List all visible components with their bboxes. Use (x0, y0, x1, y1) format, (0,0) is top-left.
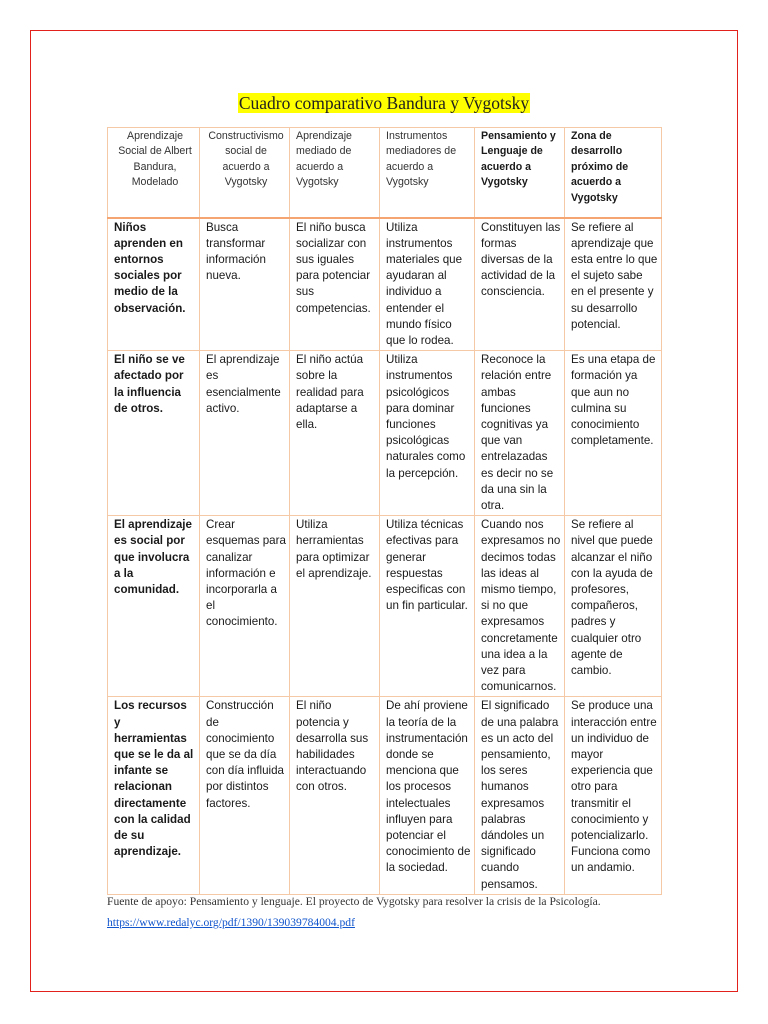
table-cell: Se refiere al aprendizaje que esta entre lo que el sujeto sabe en el presente y su desarrollo potencial. (565, 218, 662, 351)
table-cell-rowhead: El niño se ve afectado por la influencia de otros. (108, 351, 200, 516)
table-cell: Crear esquemas para canalizar información e incorporarla a el conocimiento. (200, 516, 290, 697)
table-cell: Utiliza herramientas para optimizar el aprendizaje. (290, 516, 380, 697)
table-header-row (108, 128, 662, 218)
table-cell: Se produce una interacción entre un individuo de mayor experiencia que otro para transmitir el conocimiento y potencializarlo. Funciona como un andamio. (565, 697, 662, 894)
header-aprendizaje-mediado: Aprendizaje mediado de acuerdo a Vygotsky (290, 128, 380, 218)
table-cell: Busca transformar información nueva. (200, 218, 290, 351)
table-row (108, 351, 662, 516)
table-cell: Reconoce la relación entre ambas funciones cognitivas ya que van entrelazadas es decir no se da una sin la otra. (475, 351, 565, 516)
header-constructivismo: Constructivismo social de acuerdo a Vygotsky (200, 128, 290, 218)
header-bandura: Aprendizaje Social de Albert Bandura, Modelado (108, 128, 200, 218)
table-cell: El niño busca socializar con sus iguales para potenciar sus competencias. (290, 218, 380, 351)
header-pensamiento-lenguaje: Pensamiento y Lenguaje de acuerdo a Vygotsky (475, 128, 565, 218)
page-title-text: Cuadro comparativo Bandura y Vygotsky (238, 93, 530, 113)
table-cell: Utiliza instrumentos materiales que ayudaran al individuo a entender el mundo físico que lo rodea. (380, 218, 475, 351)
table-cell: Cuando nos expresamos no decimos todas las ideas al mismo tiempo, si no que expresamos concretamente una idea a la vez para comunicarnos. (475, 516, 565, 697)
table-cell: Utiliza instrumentos psicológicos para dominar funciones psicológicas naturales como la percepción. (380, 351, 475, 516)
header-instrumentos-mediadores: Instrumentos mediadores de acuerdo a Vygotsky (380, 128, 475, 218)
table-cell-rowhead: El aprendizaje es social por que involucra a la comunidad. (108, 516, 200, 697)
page-title (0, 93, 768, 114)
comparison-table (107, 127, 662, 895)
table-cell: Utiliza técnicas efectivas para generar respuestas especificas con un fin particular. (380, 516, 475, 697)
table-cell: De ahí proviene la teoría de la instrumentación donde se menciona que los procesos intelectuales influyen para potenciar el conocimiento de la sociedad. (380, 697, 475, 894)
table-cell: Se refiere al nivel que puede alcanzar el niño con la ayuda de profesores, compañeros, padres y cualquier otro agente de cambio. (565, 516, 662, 697)
table-row (108, 218, 662, 351)
table-cell: El niño actúa sobre la realidad para adaptarse a ella. (290, 351, 380, 516)
table-cell: Constituyen las formas diversas de la actividad de la consciencia. (475, 218, 565, 351)
table-cell: El significado de una palabra es un acto del pensamiento, los seres humanos expresamos palabras dándoles un significado cuando pensamos. (475, 697, 565, 894)
table-cell-rowhead: Niños aprenden en entornos sociales por medio de la observación. (108, 218, 200, 351)
table-cell: El aprendizaje es esencialmente activo. (200, 351, 290, 516)
table-row (108, 516, 662, 697)
source-link[interactable]: https://www.redalyc.org/pdf/1390/139039784004.pdf (107, 916, 355, 929)
table-cell: Construcción de conocimiento que se da día con día influida por distintos factores. (200, 697, 290, 894)
table-cell-rowhead: Los recursos y herramientas que se le da al infante se relacionan directamente con la calidad de su aprendizaje. (108, 697, 200, 894)
table-cell: El niño potencia y desarrolla sus habilidades interactuando con otros. (290, 697, 380, 894)
table-row (108, 697, 662, 894)
source-note (107, 891, 667, 933)
table-cell: Es una etapa de formación ya que aun no culmina su conocimiento completamente. (565, 351, 662, 516)
source-text: Fuente de apoyo: Pensamiento y lenguaje. El proyecto de Vygotsky para resolver la crisis de la Psicología. (107, 895, 601, 908)
header-zona-desarrollo: Zona de desarrollo próximo de acuerdo a Vygotsky (565, 128, 662, 218)
